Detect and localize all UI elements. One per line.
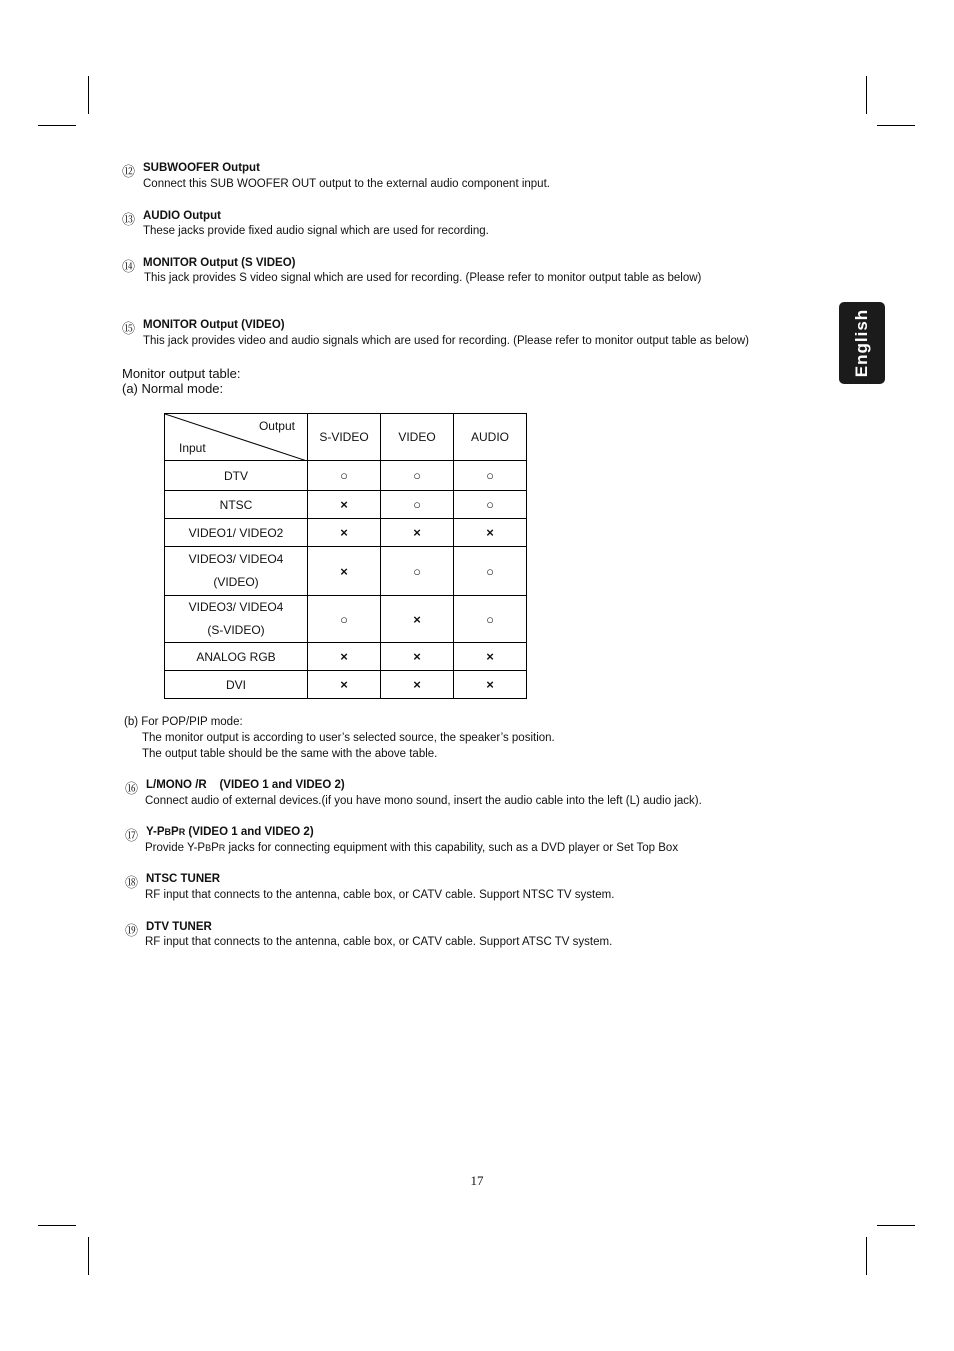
value-cell: ○ — [454, 596, 527, 643]
input-line-2: (VIDEO) — [213, 575, 259, 589]
corner-output-label: Output — [258, 419, 295, 433]
item-number: ⑫ — [122, 164, 136, 179]
pop-pip-line-1: The monitor output is according to user’s selected source, the speaker’s position. — [142, 732, 555, 744]
item-number: ⑰ — [125, 828, 139, 843]
item-number: ⑮ — [122, 321, 136, 336]
value-cell: ○ — [381, 461, 454, 491]
section-title: MONITOR Output (VIDEO) — [143, 319, 285, 331]
column-header: S-VIDEO — [308, 414, 381, 461]
table-row — [165, 491, 527, 519]
item-number: ⑲ — [125, 923, 139, 938]
crop-mark — [866, 76, 867, 114]
crop-mark — [866, 1237, 867, 1275]
input-cell — [165, 547, 308, 596]
value-cell: ○ — [454, 547, 527, 596]
title-subscript-r: R — [178, 827, 186, 837]
value-cell: ○ — [381, 491, 454, 519]
section-body: Connect this SUB WOOFER OUT output to the external audio component input. — [143, 178, 550, 190]
input-cell: NTSC — [165, 491, 308, 519]
monitor-output-table — [164, 413, 527, 699]
language-tab-label: English — [852, 308, 871, 378]
item-number: ⑭ — [122, 259, 136, 274]
crop-mark — [88, 1237, 89, 1275]
value-cell: × — [308, 671, 381, 699]
value-cell: × — [454, 519, 527, 547]
pop-pip-line-2: The output table should be the same with the above table. — [142, 748, 438, 760]
section-title: MONITOR Output (S VIDEO) — [143, 257, 296, 269]
input-cell: DTV — [165, 461, 308, 491]
value-cell: ○ — [308, 461, 381, 491]
language-tab — [839, 302, 885, 384]
crop-mark — [38, 1225, 76, 1226]
body-part: P — [211, 842, 219, 854]
value-cell: ○ — [381, 547, 454, 596]
title-part: (VIDEO 1 and VIDEO 2) — [185, 826, 314, 838]
table-row — [165, 547, 527, 596]
column-header: AUDIO — [454, 414, 527, 461]
section-title: AUDIO Output — [143, 210, 221, 222]
value-cell: ○ — [454, 461, 527, 491]
table-row — [165, 519, 527, 547]
section-body: RF input that connects to the antenna, cable box, or CATV cable. Support ATSC TV system. — [145, 936, 613, 948]
body-subscript-b: B — [205, 843, 212, 853]
title-part: P — [171, 826, 179, 838]
section-body: This jack provides S video signal which are used for recording. (Please refer to monitor output table as below) — [144, 272, 702, 284]
section-title: SUBWOOFER Output — [143, 162, 260, 174]
section-body: Connect audio of external devices.(if you have mono sound, insert the audio cable into the left (L) audio jack). — [145, 795, 702, 807]
column-header: VIDEO — [381, 414, 454, 461]
input-cell: VIDEO1/ VIDEO2 — [165, 519, 308, 547]
item-number: ⑬ — [122, 212, 136, 227]
body-part: jacks for connecting equipment with this capability, such as a DVD player or Set Top Box — [225, 842, 679, 854]
input-line-1: VIDEO3/ VIDEO4 — [188, 600, 284, 614]
item-number: ⑯ — [125, 781, 139, 796]
crop-mark — [877, 125, 915, 126]
title-subscript-b: B — [164, 827, 172, 837]
item-number: ⑱ — [125, 875, 139, 890]
title-part: Y-P — [146, 826, 165, 838]
table-header-row — [165, 414, 527, 461]
section-body: These jacks provide fixed audio signal which are used for recording. — [143, 225, 489, 237]
value-cell: × — [308, 519, 381, 547]
value-cell: ○ — [308, 596, 381, 643]
value-cell: × — [308, 547, 381, 596]
crop-mark — [88, 76, 89, 114]
section-title — [146, 826, 314, 838]
value-cell: × — [381, 643, 454, 671]
body-part: Provide Y-P — [145, 842, 206, 854]
input-cell — [165, 596, 308, 643]
value-cell: × — [308, 643, 381, 671]
section-title: DTV TUNER — [146, 921, 212, 933]
value-cell: × — [381, 519, 454, 547]
table-row — [165, 461, 527, 491]
section-body — [145, 842, 678, 854]
table-row — [165, 643, 527, 671]
body-subscript-r: R — [218, 843, 226, 853]
pop-pip-heading: (b) For POP/PIP mode: — [124, 716, 243, 728]
input-line-2: (S-VIDEO) — [207, 623, 265, 637]
input-line-1: VIDEO3/ VIDEO4 — [188, 552, 284, 566]
table-row — [165, 671, 527, 699]
corner-cell — [165, 414, 308, 461]
section-body: This jack provides video and audio signals which are used for recording. (Please refer to monitor output table as below) — [143, 335, 749, 347]
table-row — [165, 596, 527, 643]
input-cell: DVI — [165, 671, 308, 699]
page-number: 17 — [470, 1173, 484, 1188]
value-cell: × — [381, 671, 454, 699]
section-body: RF input that connects to the antenna, cable box, or CATV cable. Support NTSC TV system. — [145, 889, 615, 901]
normal-mode-label: (a) Normal mode: — [122, 381, 224, 396]
value-cell: × — [308, 491, 381, 519]
monitor-table-heading: Monitor output table: — [122, 366, 241, 381]
value-cell: × — [381, 596, 454, 643]
corner-input-label: Input — [179, 441, 206, 455]
section-title: NTSC TUNER — [146, 873, 221, 885]
crop-mark — [877, 1225, 915, 1226]
section-title: L/MONO /R (VIDEO 1 and VIDEO 2) — [146, 779, 345, 791]
crop-mark — [38, 125, 76, 126]
value-cell: × — [454, 671, 527, 699]
input-cell: ANALOG RGB — [165, 643, 308, 671]
value-cell: × — [454, 643, 527, 671]
value-cell: ○ — [454, 491, 527, 519]
